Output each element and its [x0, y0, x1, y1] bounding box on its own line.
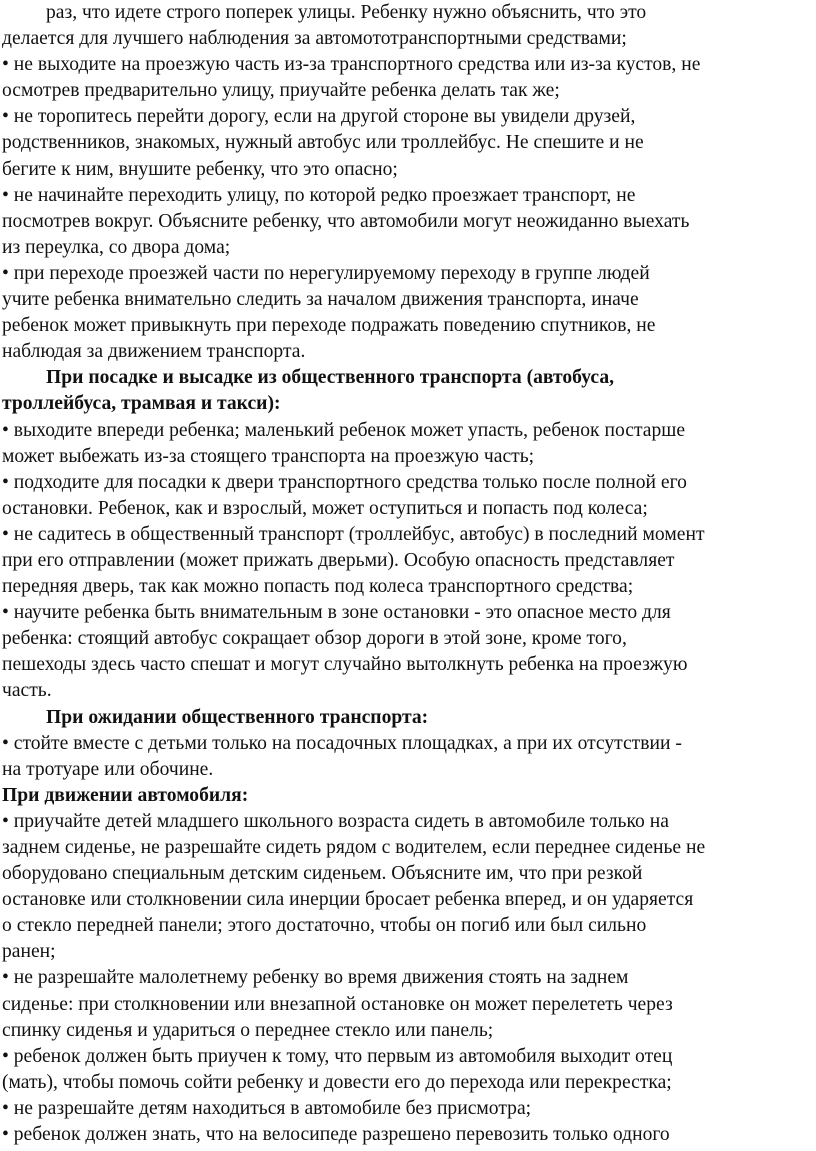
bullet-item: [2, 261, 814, 365]
text-line: • научите ребенка быть внимательным в зоне остановки - это опасное место для: [2, 602, 671, 624]
text-line: • ребенок должен быть приучен к тому, что первым из автомобиля выходит отец: [2, 1045, 673, 1067]
bullet-item: [2, 52, 814, 104]
text-line: из переулка, со двора дома;: [2, 236, 231, 258]
text-line: часть.: [2, 680, 52, 702]
bullet-item: [2, 470, 814, 522]
bullet-item: [2, 731, 814, 783]
text-line: троллейбуса, трамвая и такси):: [2, 393, 281, 415]
text-line: оборудовано специальным детским сиденьем. Объясните им, что при резкой: [2, 863, 643, 885]
text-line: • выходите впереди ребенка; маленький ребенок может упасть, ребенок постарше: [2, 419, 686, 441]
paragraph: [2, 0, 814, 52]
text-line: • подходите для посадки к двери транспортного средства только после полной его: [2, 471, 687, 493]
text-line: • не выходите на проезжую часть из-за транспортного средства или из-за кустов, не: [2, 54, 701, 76]
text-line: (мать), чтобы помочь сойти ребенку и довести его до перехода или перекрестка;: [2, 1071, 672, 1093]
bullet-item: [2, 600, 814, 704]
text-line: ребенка: стоящий автобус сокращает обзор дороги в этой зоне, кроме того,: [2, 628, 627, 650]
text-line: может выбежать из-за стоящего транспорта на проезжую часть;: [2, 445, 535, 467]
text-line: • не торопитесь перейти дорогу, если на другой стороне вы увидели друзей,: [2, 106, 636, 128]
text-line: передняя дверь, так как можно попасть под колеса транспортного средства;: [2, 576, 634, 598]
text-line: бегите к ним, внушите ребенку, что это опасно;: [2, 158, 398, 180]
text-line: учите ребенка внимательно следить за началом движения транспорта, иначе: [2, 289, 639, 311]
text-line: наблюдая за движением транспорта.: [2, 341, 306, 363]
text-line: • приучайте детей младшего школьного возраста сидеть в автомобиле только на: [2, 810, 669, 832]
text-line: • не разрешайте малолетнему ребенку во время движения стоять на заднем: [2, 967, 629, 989]
text-line: остановки. Ребенок, как и взрослый, может оступиться и попасть под колеса;: [2, 497, 648, 519]
bullet-item: [2, 183, 814, 261]
text-line: родственников, знакомых, нужный автобус или троллейбус. Не спешите и не: [2, 132, 644, 154]
bullet-item: [2, 418, 814, 470]
text-line: ранен;: [2, 941, 56, 963]
text-line: При посадке и высадке из общественного транспорта (автобуса,: [46, 367, 615, 389]
bullet-item: [2, 1096, 814, 1122]
text-line: о стекло передней панели; этого достаточно, чтобы он погиб или был сильно: [2, 915, 647, 937]
text-line: делается для лучшего наблюдения за автомототранспортными средствами;: [2, 28, 627, 50]
text-line: пешеходы здесь часто спешат и могут случайно вытолкнуть ребенка на проезжую: [2, 654, 688, 676]
text-line: на тротуаре или обочине.: [2, 758, 214, 780]
text-line: спинку сиденья и удариться о переднее стекло или панель;: [2, 1019, 494, 1041]
text-line: При ожидании общественного транспорта:: [46, 706, 429, 728]
text-line: • не садитесь в общественный транспорт (троллейбус, автобус) в последний момент: [2, 523, 705, 545]
bullet-item: [2, 965, 814, 1043]
text-line: • стойте вместе с детьми только на посадочных площадках, а при их отсутствии -: [2, 732, 682, 754]
text-line: • при переходе проезжей части по нерегулируемому переходу в группе людей: [2, 262, 650, 284]
document-page: [2, 0, 814, 1148]
section-heading: [2, 783, 814, 809]
bullet-item: [2, 1044, 814, 1096]
text-line: заднем сиденье, не разрешайте сидеть рядом с водителем, если переднее сиденье не: [2, 837, 706, 858]
text-line: раз, что идете строго поперек улицы. Ребенку нужно объяснить, что это: [46, 2, 647, 23]
text-line: остановке или столкновении сила инерции бросает ребенка вперед, и он ударяется: [2, 889, 694, 911]
text-line: При движении автомобиля:: [2, 784, 249, 806]
text-line: • не разрешайте детям находиться в автомобиле без присмотра;: [2, 1097, 532, 1119]
section-heading: [2, 365, 814, 417]
text-line: посмотрев вокруг. Объясните ребенку, что автомобили могут неожиданно выехать: [2, 210, 690, 232]
text-line: ребенок может привыкнуть при переходе подражать поведению спутников, не: [2, 315, 656, 337]
text-line: • не начинайте переходить улицу, по которой редко проезжает транспорт, не: [2, 184, 636, 206]
text-line: при его отправлении (может прижать дверьми). Особую опасность представляет: [2, 549, 675, 571]
text-line: • ребенок должен знать, что на велосипеде разрешено перевозить только одного: [2, 1124, 670, 1146]
bullet-item: [2, 522, 814, 600]
text-line: осмотрев предварительно улицу, приучайте ребенка делать так же;: [2, 80, 560, 102]
bullet-item: [2, 1122, 814, 1148]
bullet-item: [2, 809, 814, 966]
section-heading: [2, 705, 814, 731]
text-line: сиденье: при столкновении или внезапной остановке он может перелететь через: [2, 993, 673, 1015]
bullet-item: [2, 104, 814, 182]
